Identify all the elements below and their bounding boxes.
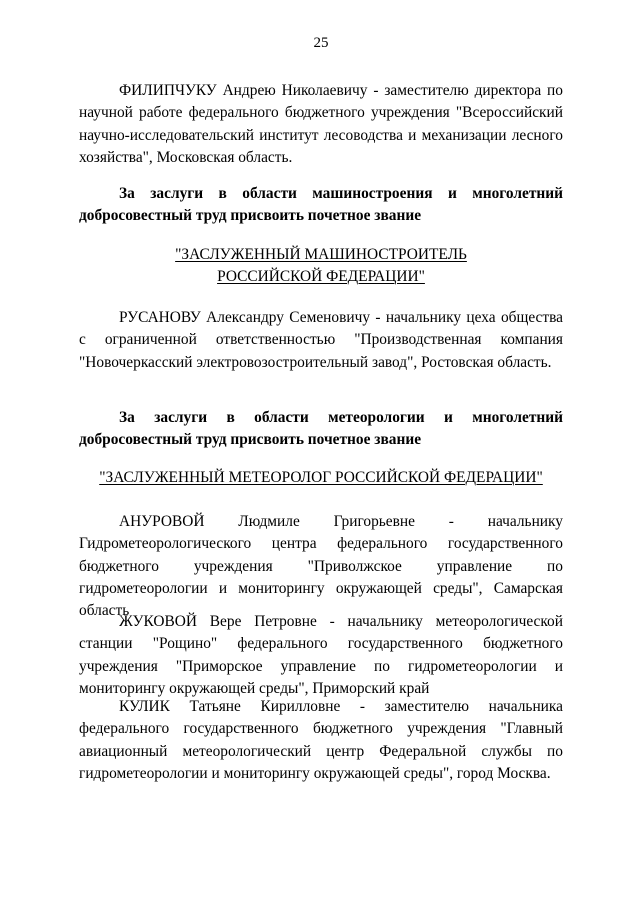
- award-title-mechanical-engineer: [79, 244, 563, 289]
- award-entry-filipchuk: ФИЛИПЧУКУ Андрею Николаевичу - заместителю директора по научной работе федерального бюджетного учреждения "Всероссийский научно-исследовательский институт лесоводства и механизации лесного хозяйства", Московская область.: [79, 82, 563, 166]
- award-title-line: "ЗАСЛУЖЕННЫЙ МЕТЕОРОЛОГ РОССИЙСКОЙ ФЕДЕРАЦИИ": [99, 469, 543, 486]
- award-entry-anurova: АНУРОВОЙ Людмиле Григорьевне - начальнику Гидрометеорологического центра федерального государственного бюджетного учреждения "Приволжское управление по гидрометеорологии и мониторингу окружающей среды", Самарская область: [79, 513, 563, 620]
- award-entry-zhukova: ЖУКОВОЙ Вере Петровне - начальнику метеорологической станции "Рощино" федерального государственного бюджетного учреждения "Приморское управление по гидрометеорологии и мониторингу окружающей среды", Приморский край: [79, 613, 563, 697]
- award-title-meteorologist: [79, 467, 563, 489]
- award-title-line: "ЗАСЛУЖЕННЫЙ МАШИНОСТРОИТЕЛЬ: [175, 246, 467, 263]
- award-heading-meteorology: За заслуги в области метеорологии и многолетний добросовестный труд присвоить почетное звание: [79, 409, 563, 449]
- award-entry-rusanov: РУСАНОВУ Александру Семеновичу - начальнику цеха общества с ограниченной ответственностью "Производственная компания "Новочеркасский электровозостроительный завод", Ростовская область.: [79, 309, 563, 371]
- award-entry-kulik: КУЛИК Татьяне Кирилловне - заместителю начальника федерального государственного бюджетного учреждения "Главный авиационный метеорологический центр Федеральной службы по гидрометеорологии и мониторингу окружающей среды", город Москва.: [79, 698, 563, 782]
- page-number: 25: [313, 35, 329, 51]
- award-title-line: РОССИЙСКОЙ ФЕДЕРАЦИИ": [217, 268, 425, 286]
- document-page: [79, 0, 563, 905]
- award-heading-mechanical-engineering: За заслуги в области машиностроения и многолетний добросовестный труд присвоить почетное звание: [79, 185, 563, 225]
